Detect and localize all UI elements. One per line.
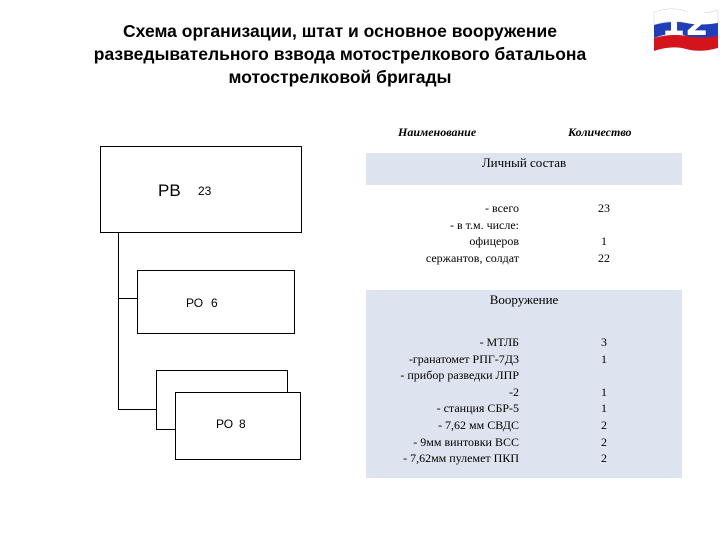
weapons-header: Вооружение: [489, 292, 559, 307]
personnel-count: 23: [598, 201, 610, 215]
personnel-name: сержантов, солдат: [425, 250, 519, 265]
slide-number: 12: [661, 4, 709, 44]
squad-label: РО: [216, 417, 234, 431]
personnel-count: 1: [601, 234, 607, 249]
squad-count: 6: [211, 296, 218, 310]
weapons-names: [366, 334, 519, 467]
platoon-label: РВ: [158, 181, 181, 200]
name-column-header: Наименование: [398, 125, 477, 139]
title-line-3: мотострелковой бригады: [228, 67, 452, 87]
personnel-name: - в т.м. числе:: [449, 217, 519, 232]
personnel-name: - всего: [484, 201, 519, 215]
weapon-count: 1: [601, 351, 607, 366]
squad-label: РО: [186, 296, 204, 310]
squad-box: [175, 392, 301, 460]
weapon-name: - 7,62мм пулемет ПКП: [403, 451, 519, 466]
slide-title: [40, 20, 640, 89]
personnel-name: офицеров: [469, 234, 519, 249]
personnel-count: 22: [598, 250, 610, 265]
platoon-box: [100, 146, 302, 233]
weapon-name: - МТЛБ: [479, 335, 519, 349]
weapon-name: - прибор разведки ЛПР: [400, 368, 519, 383]
weapon-count: 1: [601, 384, 607, 399]
weapon-count: 2: [601, 434, 607, 449]
title-line-2: разведывательного взвода мотострелкового батальона: [93, 44, 587, 64]
weapons-counts: [584, 334, 624, 467]
weapon-count: 2: [601, 451, 607, 466]
weapon-count: 1: [601, 401, 607, 416]
weapon-name: - 7,62 мм СВДС: [438, 417, 519, 432]
platoon-count: 23: [198, 184, 212, 198]
personnel-count: [584, 217, 624, 234]
tree-connector-to-squad-a: [118, 298, 137, 299]
personnel-names: [366, 200, 519, 266]
weapon-name: -2: [509, 384, 519, 399]
squad-count: 8: [239, 417, 246, 431]
weapon-name: - станция СБР-5: [436, 401, 519, 416]
count-column-header: Количество: [568, 125, 632, 139]
weapon-name: -гранатомет РПГ-7Д3: [408, 351, 519, 366]
squad-box: [137, 270, 295, 334]
personnel-counts: [584, 200, 624, 266]
tree-connector-to-squad-b: [118, 409, 156, 410]
weapon-count: 3: [601, 335, 607, 349]
weapon-name: - 9мм винтовки ВСС: [413, 434, 519, 449]
weapon-count: [584, 367, 624, 384]
tree-connector-vertical: [118, 232, 119, 410]
personnel-header: Личный состав: [481, 155, 567, 170]
title-line-1: Схема организации, штат и основное вооружение: [123, 21, 557, 41]
weapon-count: 2: [601, 417, 607, 432]
